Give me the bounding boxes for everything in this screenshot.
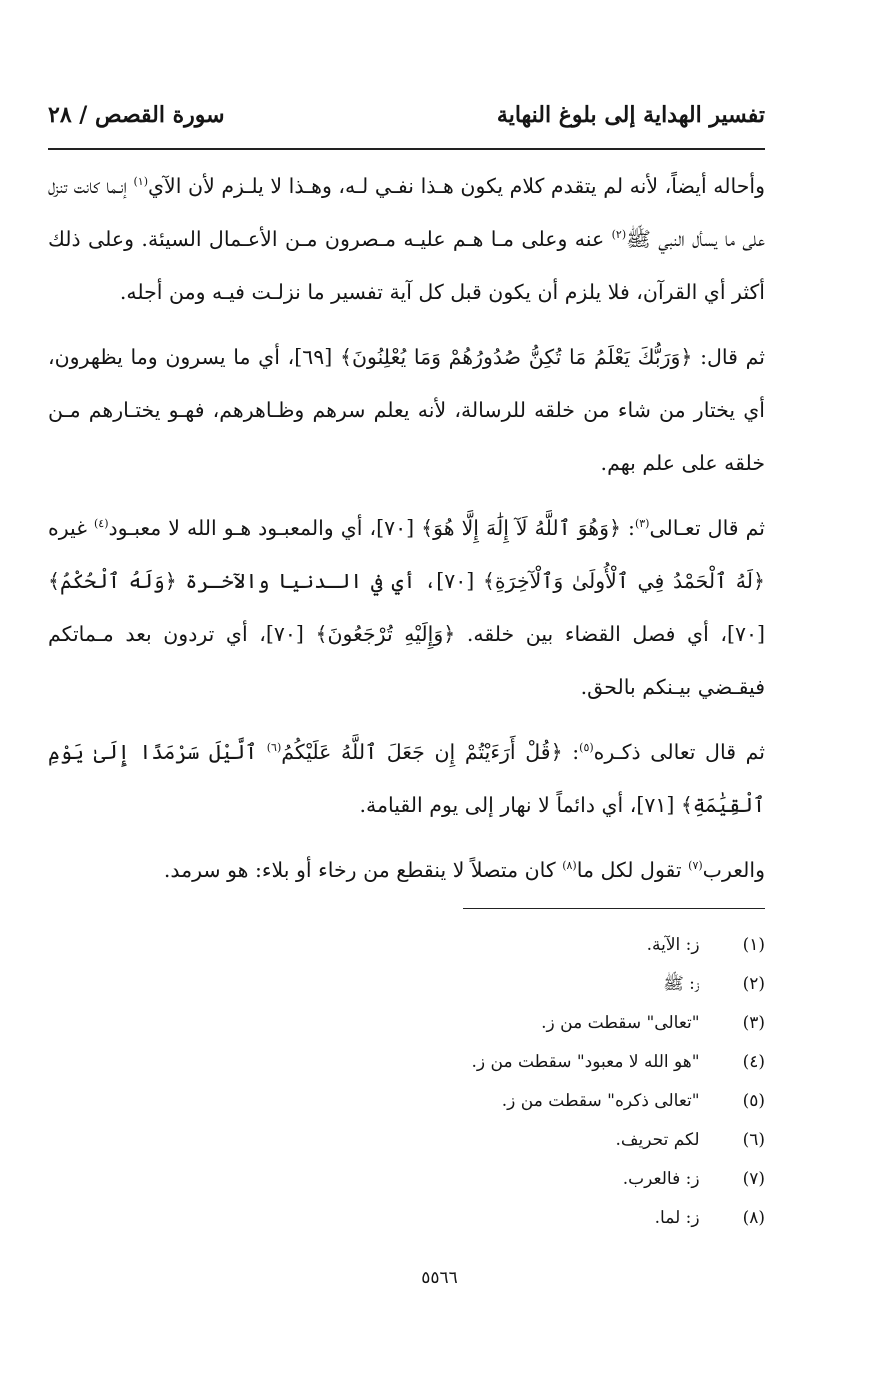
text-segment: كان متصلاً لا ينقطع من رخاء أو بلاء: هو سرمد.: [163, 858, 563, 882]
surah-label: سورة القصص / ٢٨: [48, 102, 225, 128]
text-segment: ثم قال تعالى ذكـره: [593, 740, 765, 764]
footnote-text: "تعالى ذكره" سقطت من ز.: [501, 1091, 700, 1111]
footnote-item: [300, 926, 765, 965]
footnote-text: "هو الله لا معبود" سقطت من ز.: [471, 1052, 700, 1072]
text-segment: ، أي تردون بعد مـماتكم فيقـضي بيـنكم بالحق.: [48, 622, 765, 699]
text-segment: ، أي في الـدنيا والآخـرة: [176, 569, 437, 593]
footnote-text: ز: فالعرب.: [622, 1169, 700, 1189]
verse-number: [٦٩]: [294, 345, 340, 369]
footnote-ref-4: (٤): [93, 517, 109, 531]
footnote-item: [300, 1160, 765, 1199]
text-segment: ثم قال:: [692, 345, 766, 369]
footnote-ref-7: (٧): [688, 859, 703, 873]
footnote-number: (٧): [742, 1169, 765, 1189]
footnote-number: (٨): [742, 1208, 765, 1228]
quran-verse: ﴿وَإِلَيْهِ تُرْجَعُونَ﴾: [315, 622, 456, 646]
footnote-ref-6: (٦): [266, 741, 282, 755]
footnote-number: (٦): [742, 1130, 765, 1150]
quran-verse: ﴿وَرَبُّكَ يَعْلَمُ مَا تُكِنُّ صُدُورُهُمْ وَمَا يُعْلِنُونَ﴾: [339, 345, 693, 369]
text-segment: والعرب: [702, 858, 765, 882]
footnote-text: "تعالى" سقطت من ز.: [541, 1013, 700, 1033]
footnote-text: ز: ﷺ: [663, 974, 700, 994]
footnote-number: (٥): [742, 1091, 765, 1111]
text-segment: ، أي فصل القضاء بين خلقه.: [455, 622, 727, 646]
paragraph-2: [48, 331, 765, 490]
quran-verse: ﴿وَلَهُ ٱلْحُكْمُ﴾: [48, 569, 177, 593]
quran-verse: ﴿قُلْ أَرَءَيْتُمْ إِن جَعَلَ ٱللَّهُ عَلَيْكُمُ: [281, 740, 563, 764]
footnote-number: (١): [742, 935, 765, 955]
text-segment: غيره: [48, 516, 94, 540]
footnote-divider: [463, 908, 765, 909]
quran-verse: ٱلَّيْلَ سَرْمَدًا إِلَىٰ يَوْمِ ٱلْقِيَٰمَةِ﴾: [48, 740, 765, 817]
quran-verse: ﴿لَهُ ٱلْحَمْدُ فِي ٱلْأُولَىٰ وَٱلْآخِرَةِ﴾: [482, 569, 766, 593]
quran-verse: ﴿وَهُوَ ٱللَّهُ لَآ إِلَٰهَ إِلَّا هُوَ﴾: [421, 516, 622, 540]
text-segment: تقول لكل ما: [576, 858, 689, 882]
running-title: تفسير الهداية إلى بلوغ النهاية: [496, 102, 765, 128]
text-segment: :: [621, 516, 635, 540]
footnote-ref-3: (٣): [634, 517, 650, 531]
footnote-item: [300, 1121, 765, 1160]
footnote-item: [300, 1004, 765, 1043]
text-segment: ، أي دائماً لا نهار إلى يوم القيامة.: [359, 793, 637, 817]
footnote-item: [300, 1082, 765, 1121]
footnote-ref-8: (٨): [562, 859, 577, 873]
footnote-ref-2: (٢): [611, 228, 627, 242]
header-divider: [48, 148, 765, 150]
footnote-text: ز: الآية.: [646, 935, 700, 955]
verse-number: [٧٠]: [436, 569, 483, 593]
verse-number: [٧٠]: [265, 622, 316, 646]
text-segment: ، أي ما يسرون وما يظهرون، أي يختار من شاء من خلقه للرسالة، لأنه يعلم سرهم وظـاهرهم، فهـو يختـارهم مـن خلقه على علم بهم.: [48, 345, 765, 475]
footnote-item: [300, 1199, 765, 1238]
footnotes: [300, 926, 765, 1238]
text-segment: ، أي والمعبـود هـو الله لا معبـود: [108, 516, 377, 540]
footnote-number: (٤): [742, 1052, 765, 1072]
verse-number: [٧٠]: [376, 516, 422, 540]
paragraph-3: [48, 502, 765, 714]
text-segment: عنه وعلى مـا هـم عليـه مـصرون مـن الأعـمال السيئة. وعلى ذلك أكثر أي القرآن، فلا يلزم أن يكون قبل كل آية تفسير ما نزلـت فيـه ومن أجله.: [48, 227, 765, 304]
main-text: [48, 160, 765, 909]
verse-number: [٧١]: [636, 793, 681, 817]
footnote-text: ز: لما.: [654, 1208, 700, 1228]
footnote-ref-5: (٥): [579, 741, 594, 755]
text-segment: :: [562, 740, 580, 764]
paragraph-1: [48, 160, 765, 319]
paragraph-5: [48, 844, 765, 897]
footnote-number: (٣): [742, 1013, 765, 1033]
text-segment: وأحاله أيضاً، لأنه لم يتقدم كلام يكون هـذا نفـي لـه، وهـذا لا يلـزم لأن الآي: [148, 174, 765, 198]
page-header: [48, 100, 765, 140]
verse-number: [٧٠]: [726, 622, 765, 646]
text-segment: ثم قال تعـالى: [649, 516, 765, 540]
footnote-item: [300, 965, 765, 1004]
footnote-number: (٢): [742, 974, 765, 994]
page-number: ٥٥٦٦: [421, 1268, 458, 1288]
footnote-ref-1: (١): [133, 175, 149, 189]
footnote-text: لكم تحريف.: [615, 1130, 700, 1150]
text-segment: إنـما كانت تنزل على ما يسأل النبي ﷺ: [48, 174, 765, 251]
paragraph-4: [48, 726, 765, 832]
footnote-item: [300, 1043, 765, 1082]
